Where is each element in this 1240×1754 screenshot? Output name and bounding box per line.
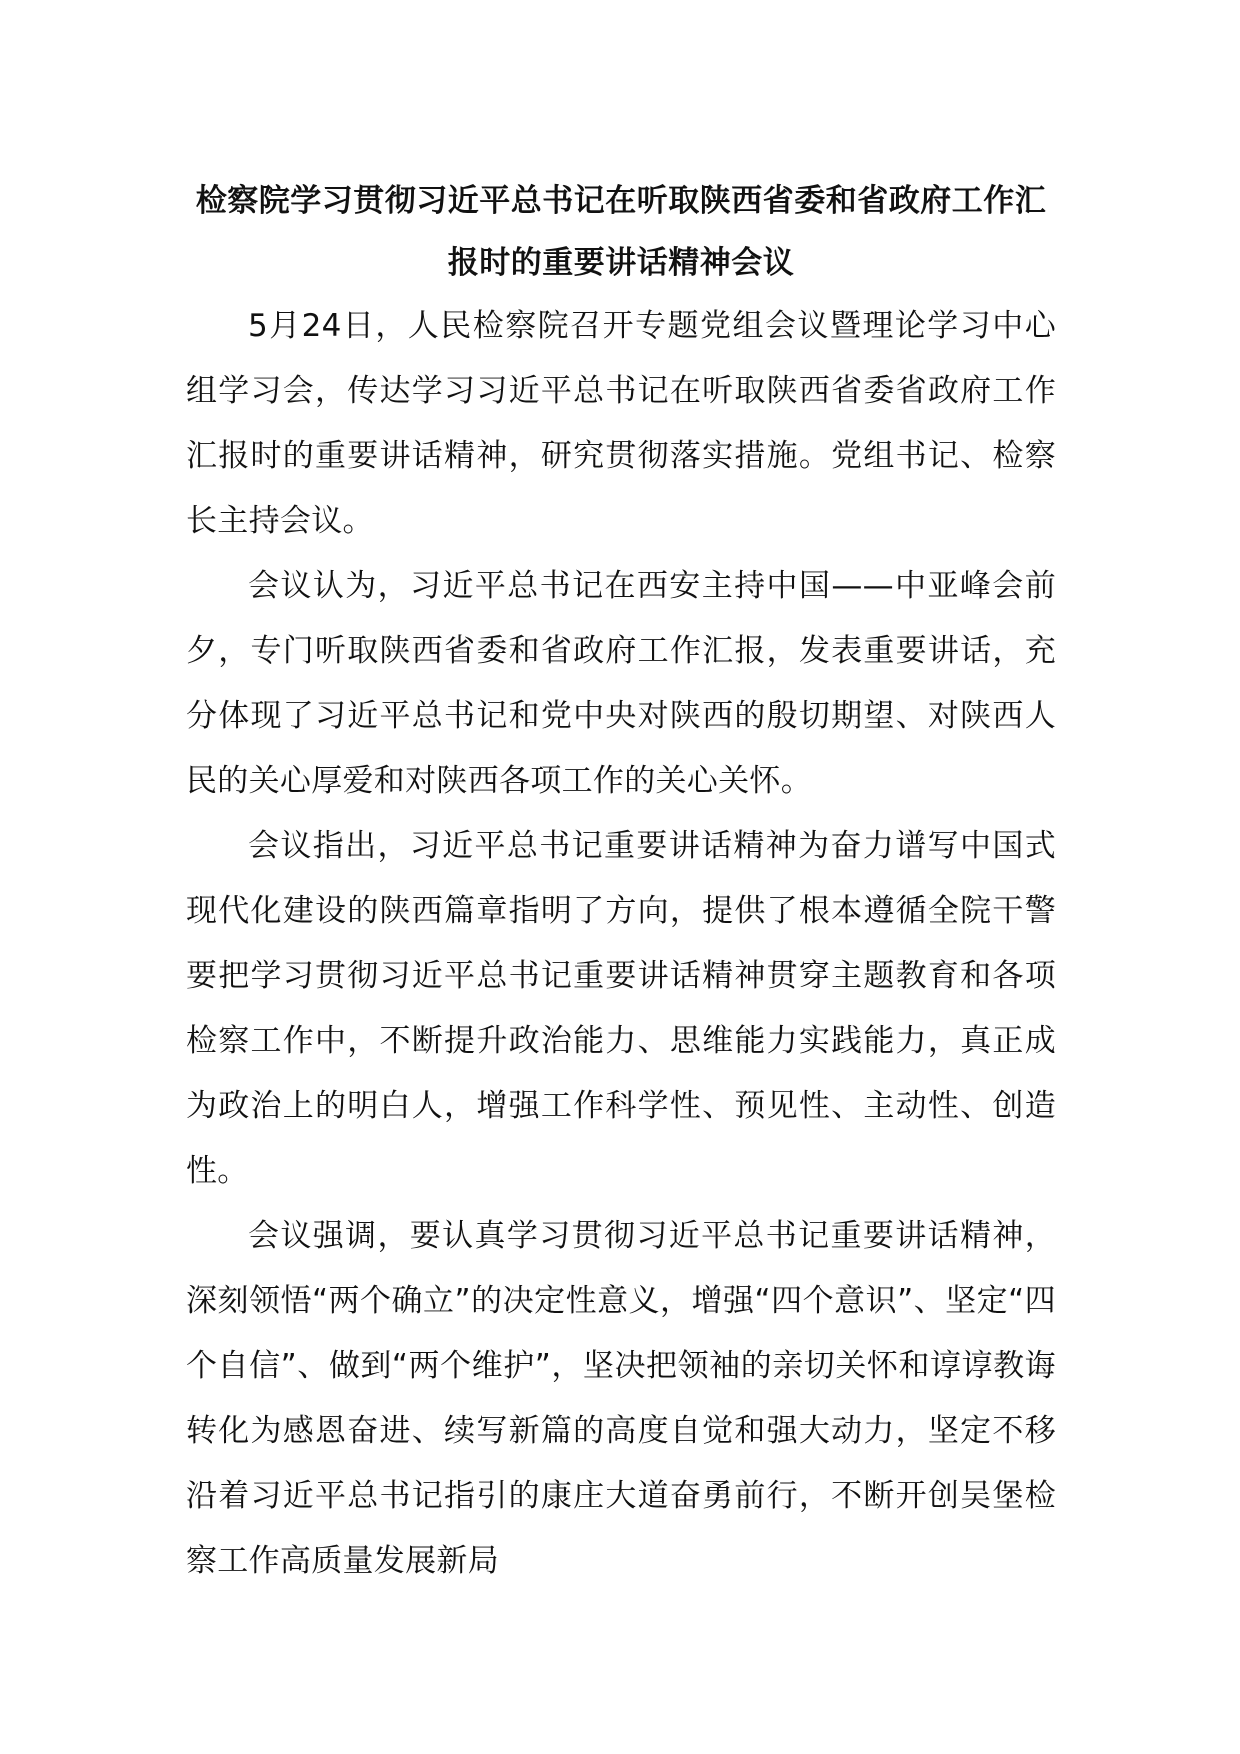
- document-title: 检察院学习贯彻习近平总书记在听取陕西省委和省政府工作汇报时的重要讲话精神会议: [195, 183, 1047, 281]
- paragraph-meeting-intro: 5月24日，人民检察院召开专题党组会议暨理论学习中心组学习会，传达学习习近平总书记在听取陕西省委省政府工作汇报时的重要讲话精神，研究贯彻落实措施。党组书记、检察长主持会议。: [186, 308, 1056, 539]
- paragraph-meeting-emphasis: 会议强调，要认真学习贯彻习近平总书记重要讲话精神，深刻领悟“两个确立”的决定性意义，增强“四个意识”、坚定“四个自信”、做到“两个维护”，坚决把领袖的亲切关怀和谆谆教诲转化为感恩奋进、续写新篇的高度自觉和强大动力，坚定不移沿着习近平总书记指引的康庄大道奋勇前行，不断开创吴堡检察工作高质量发展新局: [186, 1218, 1056, 1579]
- document-body: [186, 170, 1056, 1594]
- paragraph-meeting-view: 会议认为，习近平总书记在西安主持中国——中亚峰会前夕，专门听取陕西省委和省政府工作汇报，发表重要讲话，充分体现了习近平总书记和党中央对陕西的殷切期望、对陕西人民的关心厚爱和对陕西各项工作的关心关怀。: [186, 568, 1056, 799]
- paragraph-meeting-points: 会议指出，习近平总书记重要讲话精神为奋力谱写中国式现代化建设的陕西篇章指明了方向，提供了根本遵循全院干警要把学习贯彻习近平总书记重要讲话精神贯穿主题教育和各项检察工作中，不断提升政治能力、思维能力实践能力，真正成为政治上的明白人，增强工作科学性、预见性、主动性、创造性。: [186, 828, 1056, 1189]
